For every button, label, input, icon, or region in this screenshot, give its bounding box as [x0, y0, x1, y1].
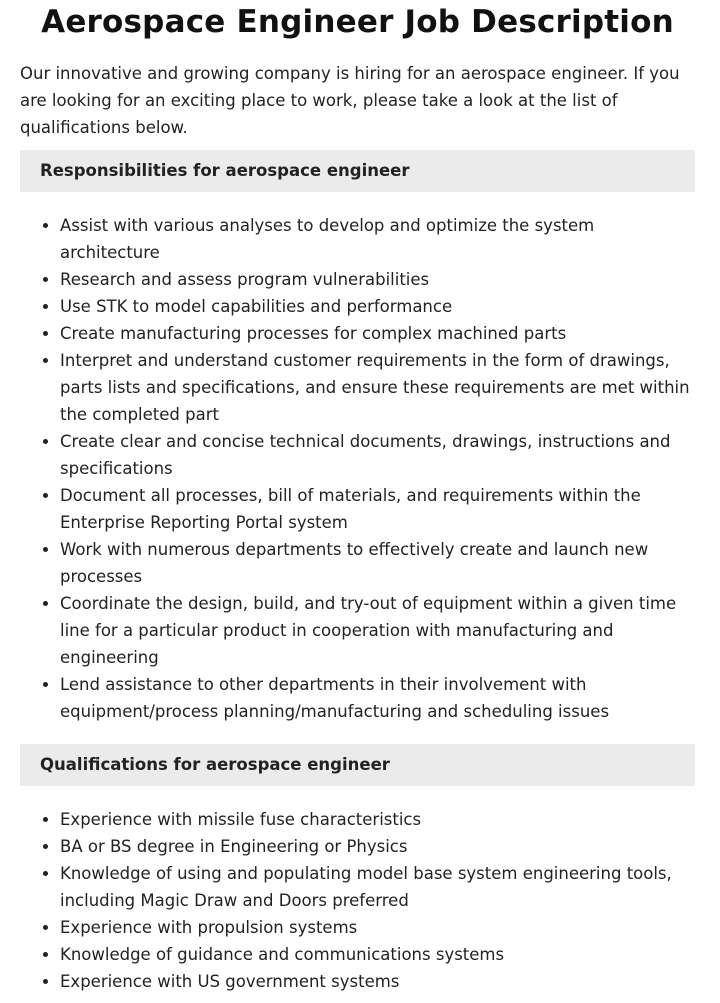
- list-item: • Work with numerous departments to effectively create and launch new processes: [60, 536, 695, 590]
- list-item: • Experience with missile fuse characteristics: [60, 806, 695, 833]
- qualifications-heading: Qualifications for aerospace engineer: [20, 744, 695, 786]
- page-title: Aerospace Engineer Job Description: [41, 4, 674, 40]
- responsibilities-list: [20, 212, 695, 725]
- list-item: • Experience with propulsion systems: [60, 914, 695, 941]
- list-item: • Assist with various analyses to develop and optimize the system architecture: [60, 212, 695, 266]
- list-item: • Coordinate the design, build, and try-out of equipment within a given time line for a particular product in cooperation with manufacturing and engineering: [60, 590, 695, 671]
- list-item: • Interpret and understand customer requirements in the form of drawings, parts lists and specifications, and ensure these requirements are met within the completed part: [60, 347, 695, 428]
- list-item: • Create manufacturing processes for complex machined parts: [60, 320, 695, 347]
- intro-paragraph: Our innovative and growing company is hiring for an aerospace engineer. If you are looking for an exciting place to work, please take a look at the list of qualifications below.: [20, 64, 680, 137]
- list-item: • Knowledge of using and populating model base system engineering tools, including Magic Draw and Doors preferred: [60, 860, 695, 914]
- responsibilities-heading: Responsibilities for aerospace engineer: [20, 150, 695, 192]
- qualifications-list: [20, 806, 695, 995]
- list-item: • Knowledge of guidance and communications systems: [60, 941, 695, 968]
- list-item: • Research and assess program vulnerabilities: [60, 266, 695, 293]
- list-item: • Lend assistance to other departments in their involvement with equipment/process planning/manufacturing and scheduling issues: [60, 671, 695, 725]
- list-item: • Experience with US government systems: [60, 968, 695, 995]
- list-item: • Document all processes, bill of materials, and requirements within the Enterprise Reporting Portal system: [60, 482, 695, 536]
- list-item: • BA or BS degree in Engineering or Physics: [60, 833, 695, 860]
- list-item: • Create clear and concise technical documents, drawings, instructions and specifications: [60, 428, 695, 482]
- list-item: • Use STK to model capabilities and performance: [60, 293, 695, 320]
